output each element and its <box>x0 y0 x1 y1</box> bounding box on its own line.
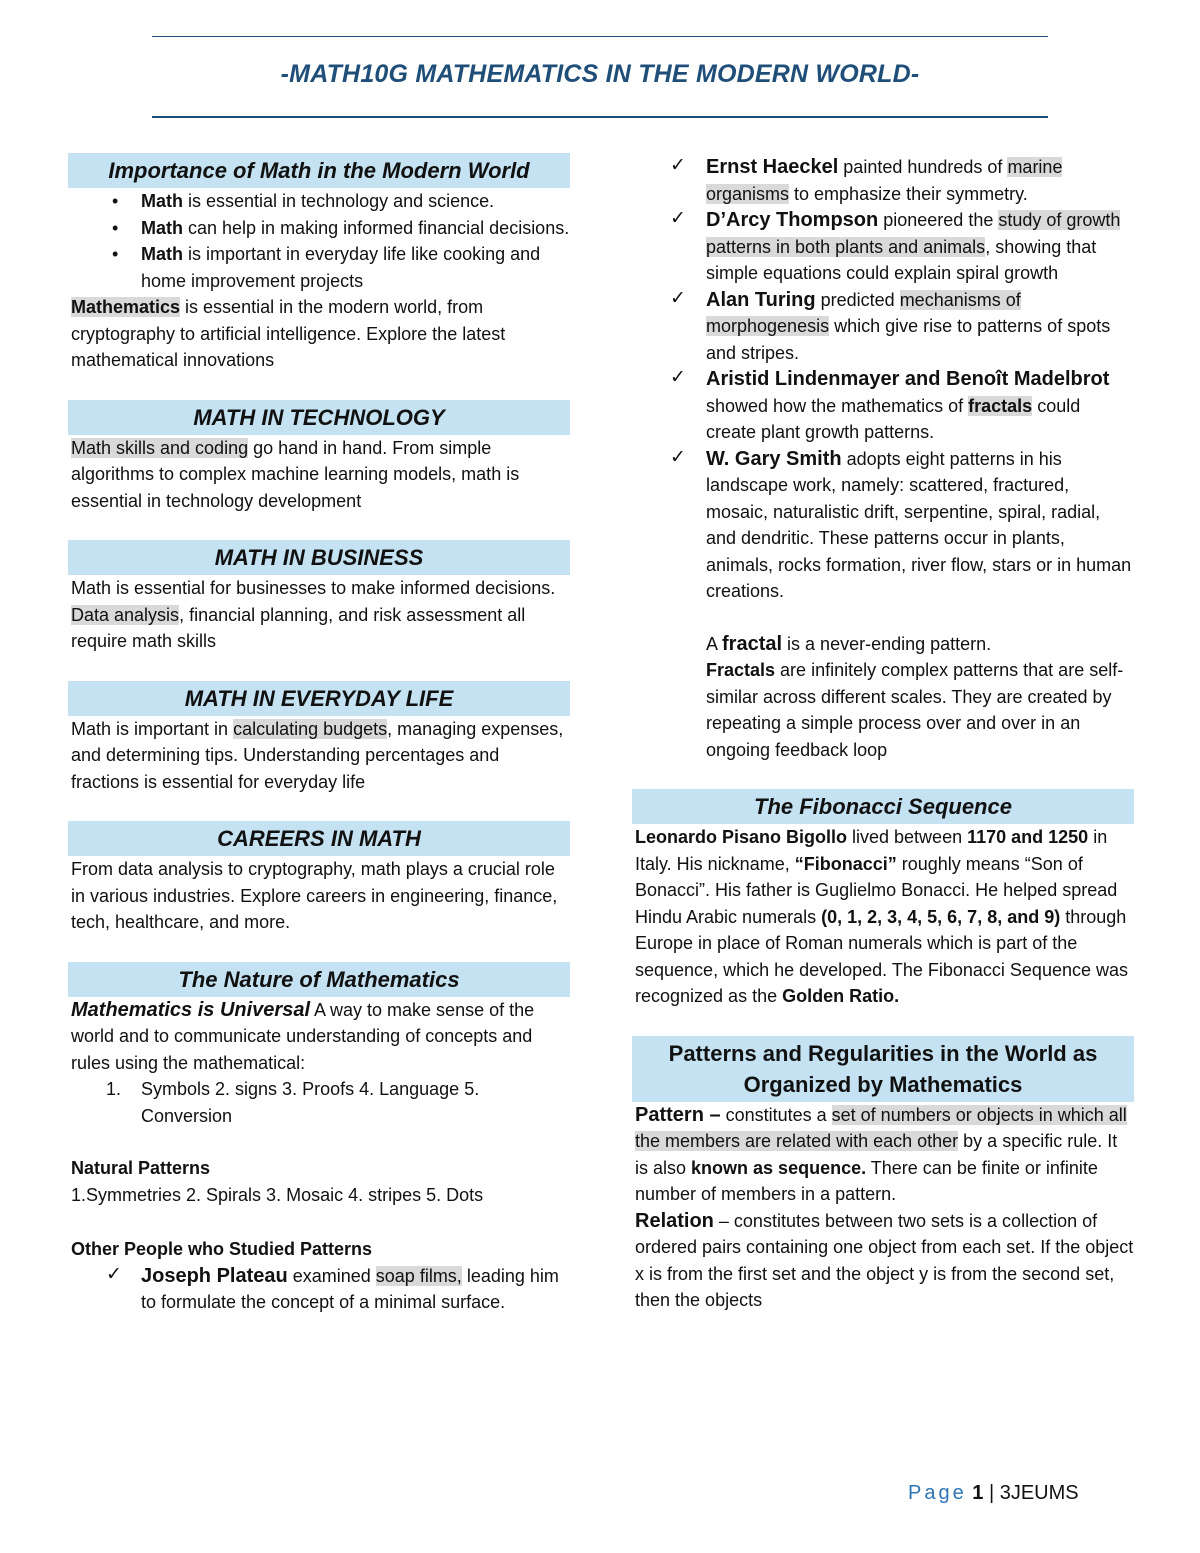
everyday-paragraph: Math is important in calculating budgets, managing expenses, and determining tips. Understanding percentages and fractions is essential for everyday life <box>71 718 564 792</box>
checkmark-icon: ✓ <box>670 155 686 176</box>
document-title: -MATH10G MATHEMATICS IN THE MODERN WORLD- <box>280 60 920 88</box>
section-heading-business: MATH IN BUSINESS <box>68 540 570 575</box>
bullet-icon: • <box>112 217 119 238</box>
section-heading-everyday: MATH IN EVERYDAY LIFE <box>68 681 570 716</box>
relation-paragraph: Relation – constitutes between two sets is a collection of ordered pairs containing one object from each set. If the object x is from the first set and the object y is from the second set, then the objects <box>635 1209 1134 1310</box>
page-footer: Page 1 | 3JEUMS <box>908 1482 1079 1504</box>
careers-paragraph: From data analysis to cryptography, math plays a crucial role in various industries. Explore careers in engineering, finance, tech, healthcare, and more. <box>71 859 558 932</box>
section-heading-fibonacci: The Fibonacci Sequence <box>632 789 1134 824</box>
nature-paragraph: Mathematics is Universal A way to make sense of the world and to communicate understanding of concepts and rules using the mathematical: <box>71 998 535 1073</box>
checkmark-icon: ✓ <box>670 208 686 229</box>
list-item: • Math can help in making informed financial decisions. <box>68 215 570 242</box>
natural-patterns-list: 1.Symmetries 2. Spirals 3. Mosaic 4. stripes 5. Dots <box>71 1184 484 1205</box>
importance-paragraph: Mathematics is essential in the modern world, from cryptography to artificial intelligence. Explore the latest mathematical innovations <box>71 297 506 370</box>
list-item: ✓ D’Arcy Thompson pioneered the study of growth patterns in both plants and animals, showing that simple equations could explain spiral growth <box>670 208 1121 283</box>
section-heading-careers: CAREERS IN MATH <box>68 821 570 856</box>
nature-list <box>68 1076 570 1129</box>
importance-bullets <box>68 188 570 294</box>
checkmark-icon: ✓ <box>670 287 686 309</box>
bullet-icon: • <box>112 191 119 211</box>
list-item: • Math is essential in technology and science. <box>68 188 570 215</box>
fractal-paragraph: A fractal is a never-ending pattern. Fractals are infinitely complex patterns that are self-similar across different scales. They are created by repeating a simple process over and over in an ongoing feedback loop <box>706 632 1124 760</box>
left-column <box>68 153 570 1316</box>
list-item: ✓ W. Gary Smith adopts eight patterns in his landscape work, namely: scattered, fractured, mosaic, naturalistic drift, serpentine, spiral, radial, and dendritic. These patterns occur in plants, animals, rocks formation, river flow, stars or in human creations. <box>670 446 1132 601</box>
technology-paragraph: Math skills and coding go hand in hand. From simple algorithms to complex machine learning models, math is essential in technology development <box>71 437 520 511</box>
list-item: ✓ Ernst Haeckel painted hundreds of marine organisms to emphasize their symmetry. <box>670 155 1063 204</box>
natural-patterns-heading: Natural Patterns <box>71 1158 211 1178</box>
business-paragraph: Math is essential for businesses to make informed decisions. Data analysis, financial planning, and risk assessment all require math skills <box>71 578 556 651</box>
checkmark-icon: ✓ <box>106 1263 122 1285</box>
pattern-paragraph: Pattern – constitutes a set of numbers or objects in which all the members are related with each other by a specific rule. It is also known as sequence. There can be finite or infinite number of members in a pattern. <box>635 1103 1127 1204</box>
section-heading-nature: The Nature of Mathematics <box>68 962 570 997</box>
section-heading-patterns: Patterns and Regularities in the World as Organized by Mathematics <box>632 1036 1134 1102</box>
people-list-right <box>632 154 1134 605</box>
list-item: • Math is important in everyday life like cooking and home improvement projects <box>68 241 570 294</box>
list-item: ✓ Aristid Lindenmayer and Benoît Madelbrot showed how the mathematics of fractals could create plant growth patterns. <box>670 367 1110 442</box>
people-list-left <box>68 1263 570 1316</box>
right-column <box>632 154 1134 1314</box>
checkmark-icon: ✓ <box>670 446 686 468</box>
bullet-icon: • <box>112 244 119 264</box>
other-people-heading: Other People who Studied Patterns <box>71 1239 373 1259</box>
header-top-rule <box>152 36 1048 37</box>
section-heading-importance: Importance of Math in the Modern World <box>68 153 570 188</box>
list-item: ✓ Joseph Plateau examined soap films, leading him to formulate the concept of a minimal surface. <box>106 1263 559 1312</box>
fibonacci-paragraph: Leonardo Pisano Bigollo lived between 1170 and 1250 in Italy. His nickname, “Fibonacci” roughly means “Son of Bonacci”. His father is Guglielmo Bonacci. He helped spread Hindu Arabic numerals (0, 1, 2, 3, 4, 5, 6, 7, 8, and 9) through Europe in place of Roman numerals which is part of the sequence, which he developed. The Fibonacci Sequence was recognized as the Golden Ratio. <box>635 827 1128 1006</box>
section-heading-technology: MATH IN TECHNOLOGY <box>68 400 570 435</box>
list-item: 1. Symbols 2. signs 3. Proofs 4. Language 5. Conversion <box>106 1079 480 1126</box>
checkmark-icon: ✓ <box>670 367 686 388</box>
list-item: ✓ Alan Turing predicted mechanisms of morphogenesis which give rise to patterns of spots and stripes. <box>670 287 1111 363</box>
header-bottom-rule <box>152 116 1048 118</box>
